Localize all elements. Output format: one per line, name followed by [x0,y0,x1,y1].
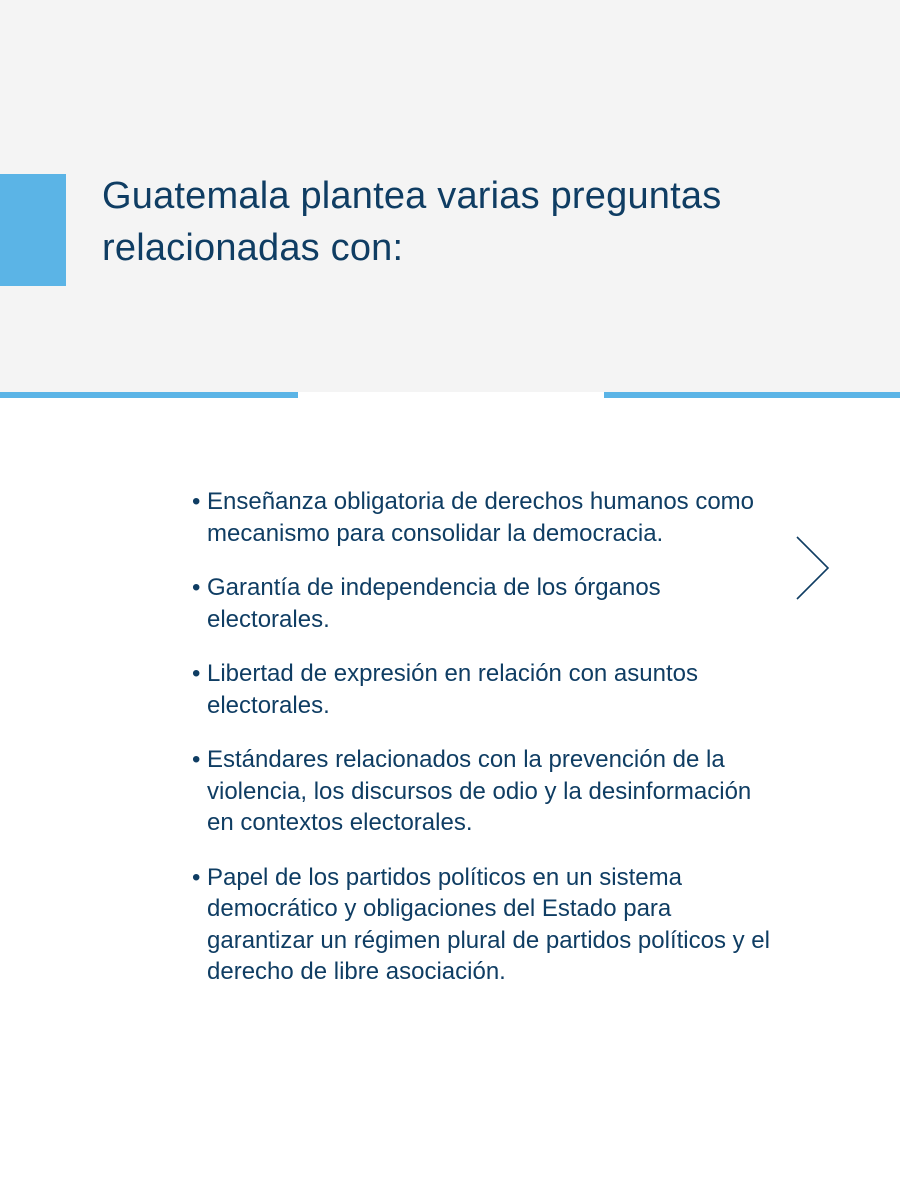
list-item [192,862,772,988]
divider-right [604,392,900,398]
bullet-icon: • [192,488,201,515]
accent-block [0,174,66,286]
topic-list [192,486,772,1011]
list-item-text: Papel de los partidos políticos en un sistema democrático y obligaciones del Estado para garantizar un régimen plural de partidos políticos y el derecho de libre asociación. [207,863,770,985]
header-panel [0,0,900,392]
bullet-icon: • [192,746,201,773]
list-item [192,744,772,839]
list-item-text: Libertad de expresión en relación con asuntos electorales. [207,660,698,719]
list-item-text: Garantía de independencia de los órganos electorales. [207,574,661,633]
list-item-text: Estándares relacionados con la prevención de la violencia, los discursos de odio y la desinformación en contextos electorales. [207,746,752,836]
chevron-right-icon [794,535,834,601]
page-title: Guatemala plantea varias preguntas relacionadas con: [102,175,722,269]
divider-left [0,392,298,398]
list-item [192,572,772,635]
list-item-text: Enseñanza obligatoria de derechos humanos como mecanismo para consolidar la democracia. [207,488,755,547]
bullet-icon: • [192,863,201,891]
list-item [192,658,772,721]
bullet-icon: • [192,574,201,601]
bullet-icon: • [192,660,201,687]
next-slide-button[interactable] [794,535,834,601]
list-item [192,486,772,549]
